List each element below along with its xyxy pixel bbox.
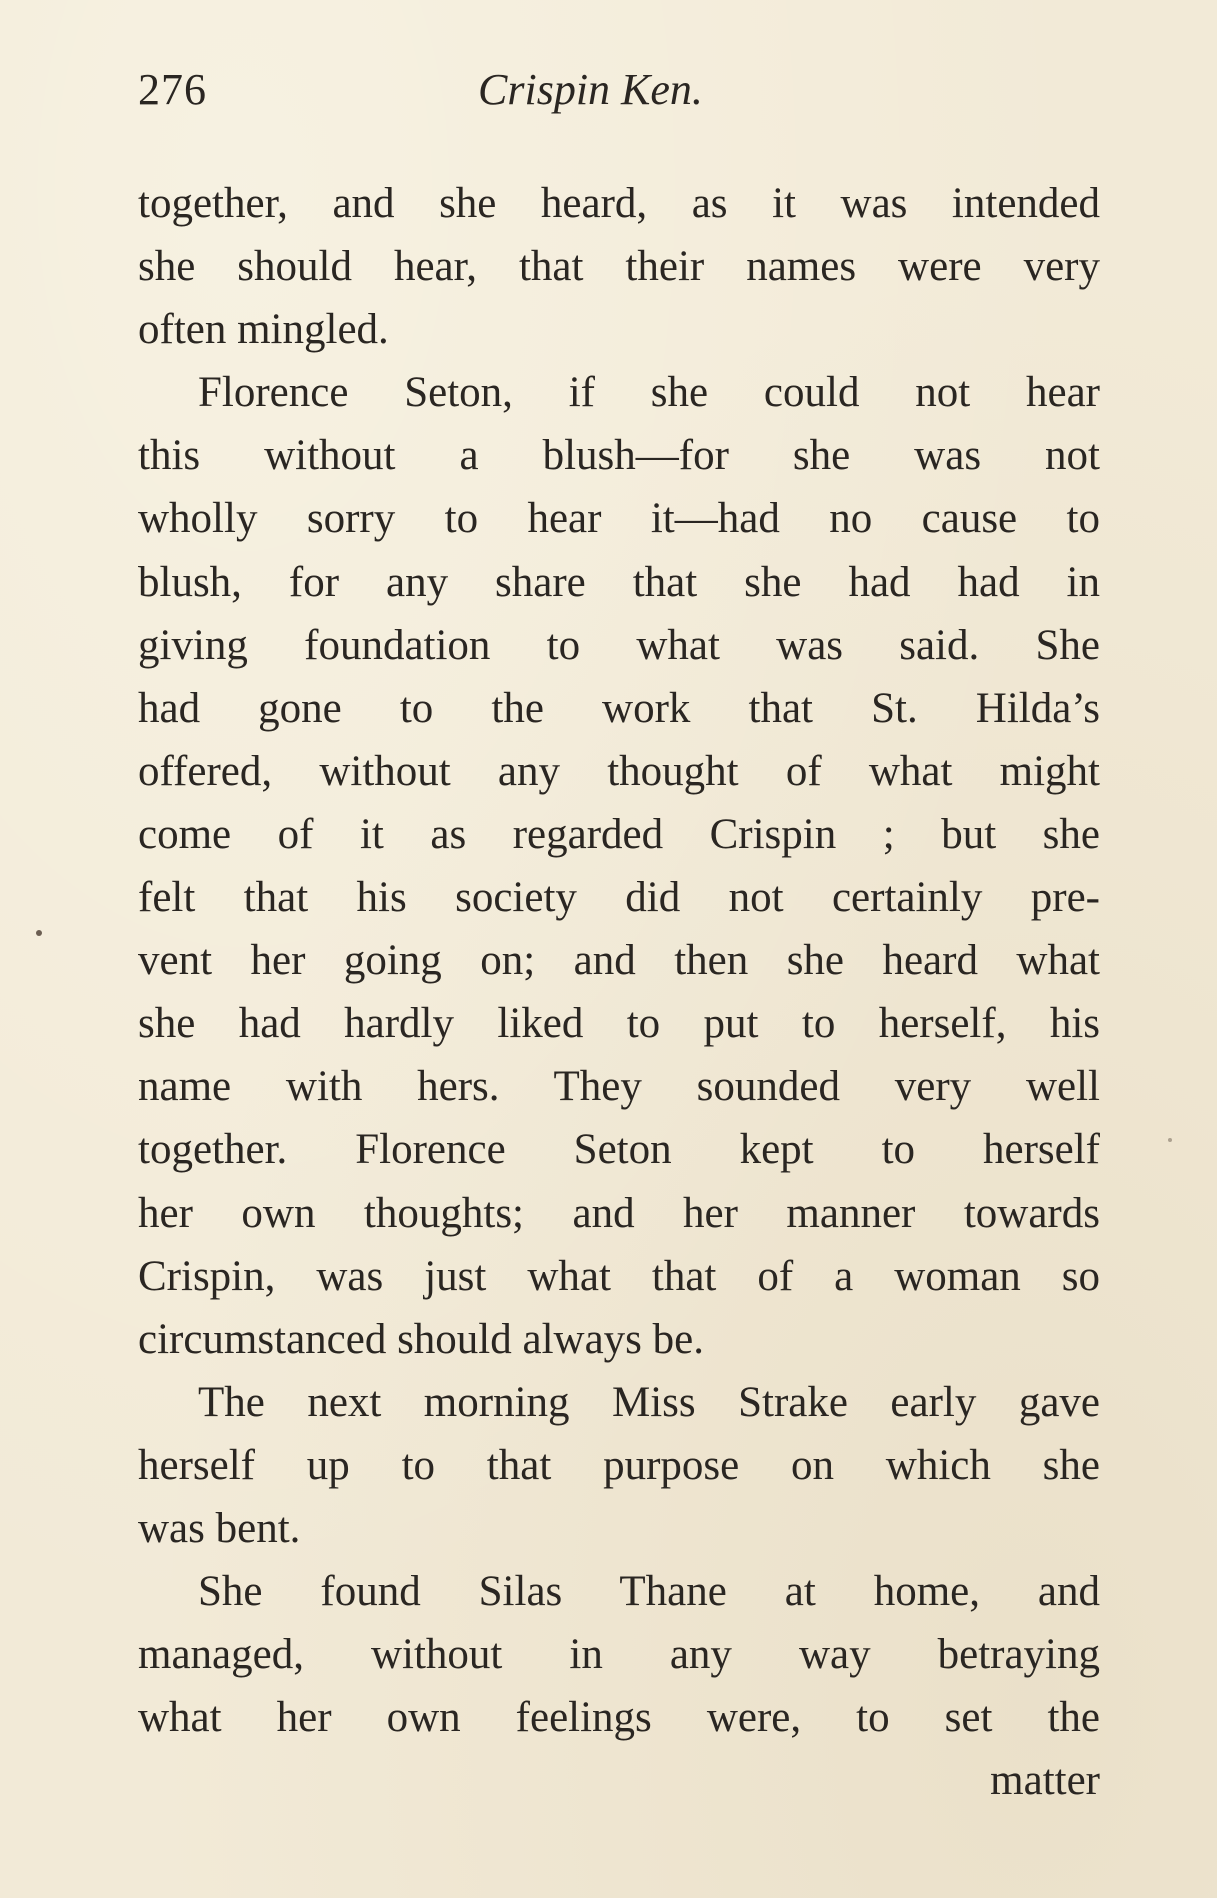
text-line: felt that his society did not certainly pre-	[138, 874, 1100, 922]
text-line: Crispin, was just what that of a woman so	[138, 1252, 1100, 1300]
body-text	[138, 172, 1100, 1812]
text-line: Florence Seton, if she could not hear	[198, 369, 1100, 417]
text-line: vent her going on; and then she heard what	[138, 937, 1100, 985]
text-line: this without a blush—for she was not	[138, 432, 1100, 480]
page-header	[138, 64, 1100, 124]
text-line: wholly sorry to hear it—had no cause to	[138, 495, 1100, 543]
text-line: her own thoughts; and her manner towards	[138, 1189, 1100, 1237]
ink-speck	[36, 930, 42, 936]
text-line: often mingled.	[138, 306, 389, 354]
text-line: blush, for any share that she had had in	[138, 558, 1100, 606]
text-line: giving foundation to what was said. She	[138, 621, 1100, 669]
text-line: come of it as regarded Crispin ; but she	[138, 810, 1100, 858]
text-line: was bent.	[138, 1504, 301, 1552]
page-number: 276	[138, 65, 207, 114]
text-line: together. Florence Seton kept to herself	[138, 1126, 1100, 1174]
text-line: She found Silas Thane at home, and	[198, 1568, 1100, 1616]
ink-speck	[1168, 1138, 1172, 1142]
text-line: what her own feelings were, to set the	[138, 1694, 1100, 1742]
text-line: circumstanced should always be.	[138, 1315, 704, 1363]
text-line: she should hear, that their names were very	[138, 243, 1100, 291]
text-line: offered, without any thought of what might	[138, 747, 1100, 795]
text-line: The next morning Miss Strake early gave	[198, 1378, 1100, 1426]
running-title: Crispin Ken.	[478, 65, 703, 114]
text-line: together, and she heard, as it was intended	[138, 180, 1100, 227]
text-line: she had hardly liked to put to herself, his	[138, 1000, 1100, 1048]
catchword: matter	[990, 1757, 1100, 1805]
text-line: herself up to that purpose on which she	[138, 1441, 1100, 1489]
text-line: name with hers. They sounded very well	[138, 1063, 1100, 1111]
text-line: had gone to the work that St. Hilda’s	[138, 684, 1100, 732]
text-line: managed, without in any way betraying	[138, 1631, 1100, 1679]
